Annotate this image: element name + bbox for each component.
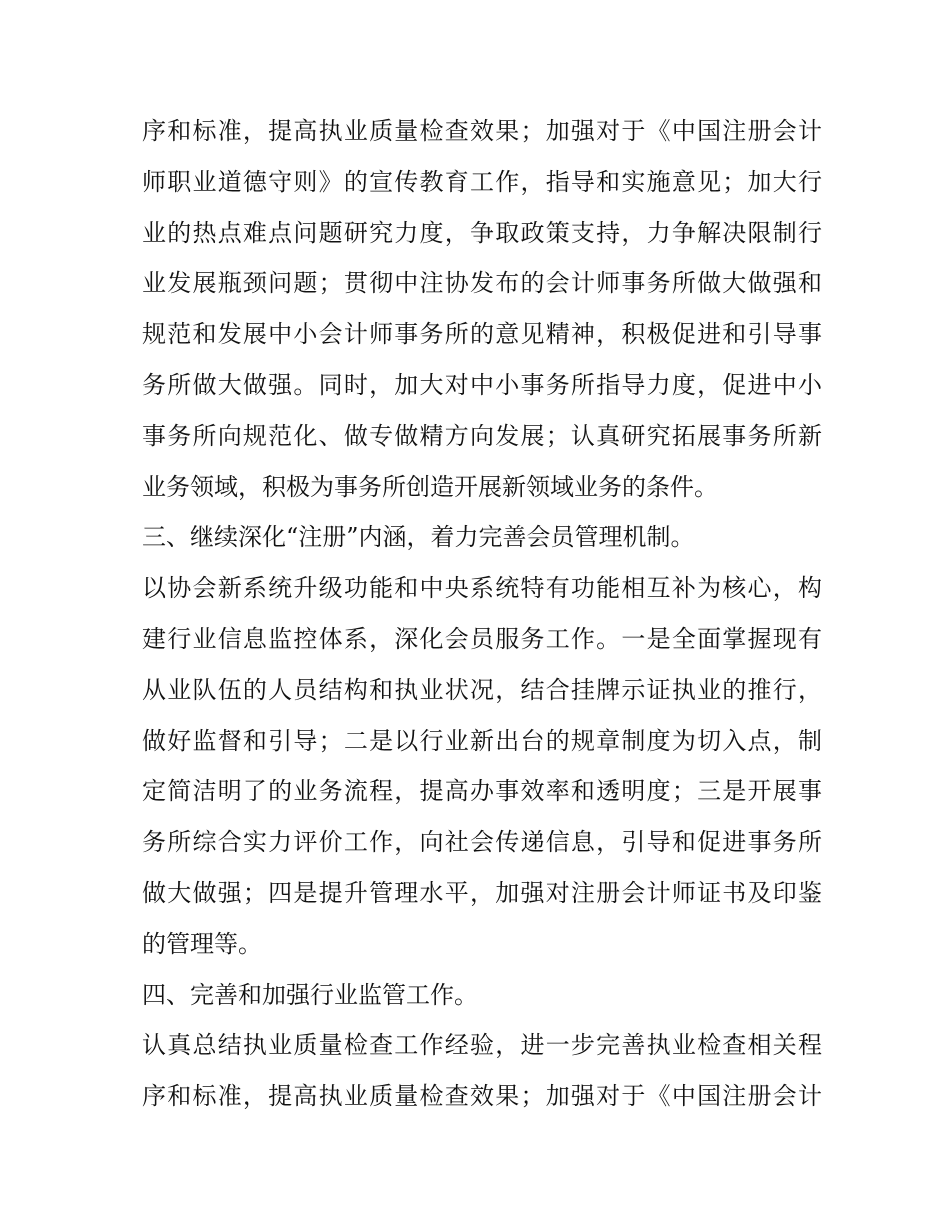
text-line-20: 序和标准，提高执业质量检查效果；加强对于《中国注册会计 xyxy=(142,1082,822,1111)
text-line-5: 规范和发展中小会计师事务所的意见精神，积极促进和引导事 xyxy=(142,320,822,349)
text-line-16: 做大做强；四是提升管理水平，加强对注册会计师证书及印鉴 xyxy=(142,878,822,907)
text-line-19: 认真总结执业质量检查工作经验，进一步完善执业检查相关程 xyxy=(142,1031,822,1060)
text-line-10: 以协会新系统升级功能和中央系统特有功能相互补为核心，构 xyxy=(142,574,822,603)
text-line-15: 务所综合实力评价工作，向社会传递信息，引导和促进事务所 xyxy=(142,828,822,857)
text-line-14: 定简洁明了的业务流程，提高办事效率和透明度；三是开展事 xyxy=(142,777,822,806)
section-heading-4: 四、完善和加强行业监管工作。 xyxy=(142,980,478,1009)
text-line-4: 业发展瓶颈问题；贯彻中注协发布的会计师事务所做大做强和 xyxy=(142,269,822,298)
text-line-6: 务所做大做强。同时，加大对中小事务所指导力度，促进中小 xyxy=(142,370,822,399)
text-line-13: 做好监督和引导；二是以行业新出台的规章制度为切入点，制 xyxy=(142,726,822,755)
document-body xyxy=(142,106,822,1122)
section-heading-3: 三、继续深化“注册”内涵，着力完善会员管理机制。 xyxy=(142,523,695,552)
text-line-12: 从业队伍的人员结构和执业状况，结合挂牌示证执业的推行， xyxy=(142,675,822,704)
text-line-11: 建行业信息监控体系，深化会员服务工作。一是全面掌握现有 xyxy=(142,624,822,653)
text-line-3: 业的热点难点问题研究力度，争取政策支持，力争解决限制行 xyxy=(142,218,822,247)
text-line-1: 序和标准，提高执业质量检查效果；加强对于《中国注册会计 xyxy=(142,117,822,145)
text-line-2: 师职业道德守则》的宣传教育工作，指导和实施意见；加大行 xyxy=(142,167,822,196)
text-line-8: 业务领域，积极为事务所创造开展新领域业务的条件。 xyxy=(142,472,718,501)
text-line-17: 的管理等。 xyxy=(142,929,262,958)
text-line-7: 事务所向规范化、做专做精方向发展；认真研究拓展事务所新 xyxy=(142,421,822,450)
